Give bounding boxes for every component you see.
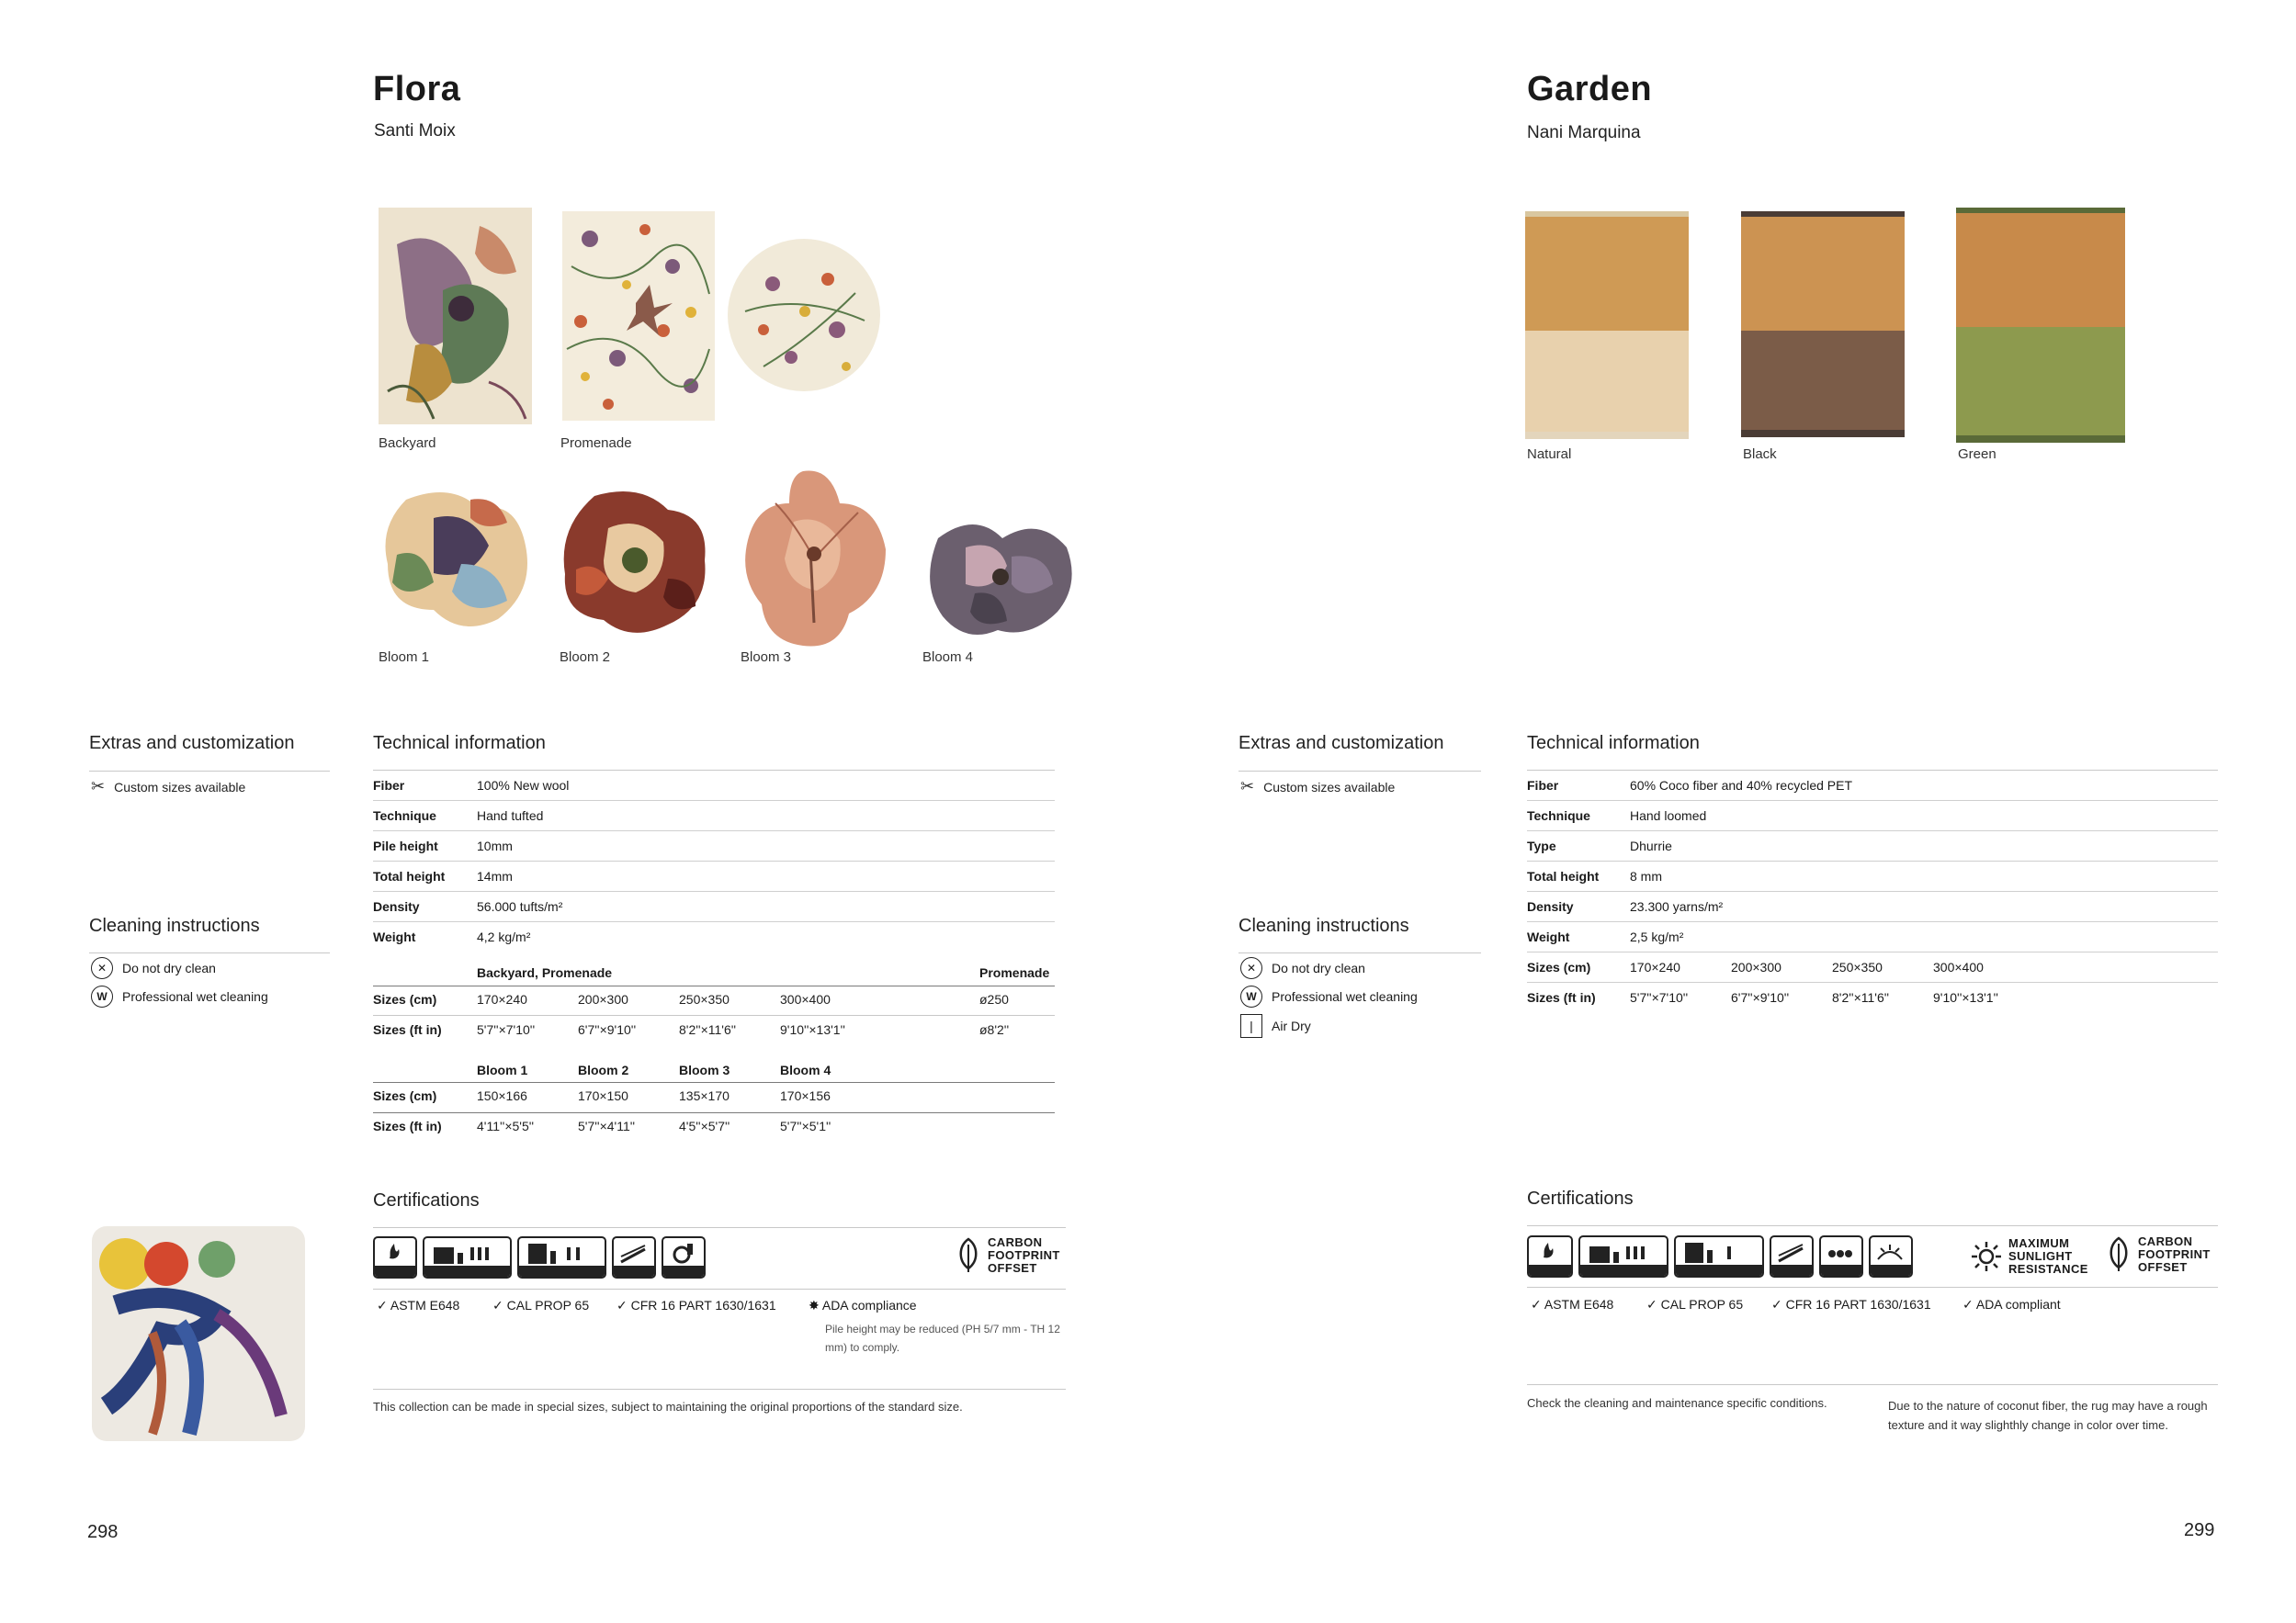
divider — [373, 1389, 1066, 1390]
extras-heading: Extras and customization — [1238, 733, 1444, 753]
extras-heading: Extras and customization — [89, 733, 295, 753]
check-icon: ✓ — [1962, 1297, 1974, 1312]
chair-castor-cert-icon — [662, 1236, 706, 1279]
cert-check-item: ✓ CFR 16 PART 1630/1631 — [1771, 1297, 1931, 1312]
size-value: 4'5''×5'7'' — [679, 1119, 730, 1133]
check-icon: ✓ — [377, 1298, 388, 1313]
building-cert-icon — [423, 1236, 512, 1279]
size-value: 5'7''×7'10'' — [477, 1022, 536, 1037]
page-number: 298 — [87, 1522, 119, 1542]
asterisk-icon: ✸ — [809, 1298, 820, 1313]
building-cert-icon — [1578, 1235, 1668, 1278]
cert-check-item: ✸ ADA compliance — [809, 1298, 917, 1313]
size-value: ø250 — [979, 992, 1009, 1007]
cleaning-item: | Air Dry — [1240, 1014, 1311, 1038]
divider — [1238, 771, 1481, 772]
tech-heading: Technical information — [1527, 733, 1700, 753]
size-value: 6'7''×9'10'' — [578, 1022, 637, 1037]
cleaning-item: ✕ Do not dry clean — [91, 957, 216, 979]
public-building-cert-icon — [517, 1236, 606, 1279]
variant-label-bloom-2: Bloom 2 — [560, 649, 611, 665]
coconut-fiber-note: Due to the nature of coconut fiber, the rug may have a rough texture and it way slighthly change in color over time. — [1888, 1399, 2208, 1432]
cert-icons — [1527, 1235, 1922, 1279]
tech-row: Density 56.000 tufts/m² — [373, 892, 1055, 922]
size-value: 300×400 — [780, 992, 831, 1007]
divider — [89, 952, 330, 953]
ada-note: Pile height may be reduced (PH 5/7 mm - TH 12 mm) to comply. — [825, 1323, 1060, 1354]
water-drops-cert-icon — [1819, 1235, 1863, 1278]
divider — [1238, 952, 1481, 953]
size-group-header: Bloom 3 — [679, 1063, 730, 1077]
variant-label-black: Black — [1743, 446, 1777, 462]
flora-title: Flora — [373, 70, 461, 108]
sunlight-resistance-badge: MAXIMUM SUNLIGHT RESISTANCE — [1970, 1237, 2088, 1276]
certifications-heading: Certifications — [1527, 1189, 1634, 1209]
tech-row: Pile height 10mm — [373, 831, 1055, 862]
check-icon: ✓ — [1646, 1297, 1657, 1312]
variant-label-bloom-3: Bloom 3 — [741, 649, 792, 665]
flora-designer: Santi Moix — [374, 121, 456, 141]
maintenance-note: Check the cleaning and maintenance specific conditions. — [1527, 1396, 1827, 1410]
tech-row-sizes-ft: Sizes (ft in) 5'7''×7'10'' 6'7''×9'10'' 8'2''×11'6'' 9'10''×13'1'' — [1527, 990, 1998, 1005]
rug-bloom-1-image — [379, 481, 535, 633]
cert-check-item: ✓ CFR 16 PART 1630/1631 — [616, 1298, 776, 1313]
cert-check-item: ✓ CAL PROP 65 — [1646, 1297, 1744, 1312]
variant-label-promenade: Promenade — [560, 435, 632, 451]
sun-icon — [1970, 1240, 2003, 1273]
size-value: 200×300 — [578, 992, 628, 1007]
rug-bloom-2-image — [558, 487, 712, 636]
size-value: 135×170 — [679, 1088, 730, 1103]
divider — [89, 771, 330, 772]
flame-spread-cert-icon — [1527, 1235, 1573, 1278]
page-number: 299 — [2184, 1520, 2215, 1540]
cert-check-item: ✓ ADA compliant — [1962, 1297, 2061, 1312]
carbon-offset-badge: CARBON FOOTPRINT OFFSET — [2105, 1235, 2211, 1274]
variant-label-green: Green — [1958, 446, 1996, 462]
cleaning-heading: Cleaning instructions — [89, 916, 260, 936]
tech-row: Weight 4,2 kg/m² — [373, 930, 531, 944]
rug-natural-image — [1525, 211, 1689, 439]
size-group-header: Promenade — [979, 965, 1050, 980]
cert-check-item: ✓ CAL PROP 65 — [492, 1298, 590, 1313]
rug-promenade-image — [562, 211, 715, 421]
cert-check-item: ✓ ASTM E648 — [1531, 1297, 1614, 1312]
air-dry-icon: | — [1240, 1014, 1262, 1038]
rug-black-image — [1741, 211, 1905, 437]
scissors-icon: ✂ — [91, 777, 106, 795]
garden-designer: Nani Marquina — [1527, 123, 1641, 142]
sizes-cm-label: Sizes (cm) — [373, 992, 437, 1007]
rug-bloom-3-image — [739, 467, 889, 652]
size-value: 170×156 — [780, 1088, 831, 1103]
divider — [373, 1289, 1066, 1290]
no-dry-clean-icon: ✕ — [1240, 957, 1262, 979]
carbon-offset-badge: CARBON FOOTPRINT OFFSET — [955, 1236, 1060, 1275]
size-value: 250×350 — [679, 992, 730, 1007]
tech-row: Total height 8 mm — [1527, 862, 2218, 892]
variant-label-bloom-1: Bloom 1 — [379, 649, 430, 665]
sizes-cm-label: Sizes (cm) — [373, 1088, 437, 1103]
size-value: 9'10''×13'1'' — [780, 1022, 845, 1037]
rug-bloom-4-image — [920, 511, 1078, 643]
rug-green-image — [1956, 208, 2125, 443]
cleaning-item: ✕ Do not dry clean — [1240, 957, 1365, 979]
traffic-cert-icon — [612, 1236, 656, 1279]
tech-row: Fiber 100% New wool — [373, 771, 1055, 801]
size-value: 170×150 — [578, 1088, 628, 1103]
tech-row: Weight 2,5 kg/m² — [1527, 922, 2218, 952]
garden-title: Garden — [1527, 70, 1653, 108]
no-dry-clean-icon: ✕ — [91, 957, 113, 979]
flame-spread-cert-icon — [373, 1236, 417, 1279]
cleaning-item: W Professional wet cleaning — [91, 986, 268, 1008]
size-group-header: Backyard, Promenade — [477, 965, 613, 980]
rug-promenade-round-image — [727, 238, 881, 392]
leaf-icon — [2105, 1236, 2132, 1273]
variant-label-natural: Natural — [1527, 446, 1572, 462]
divider — [373, 1015, 1055, 1016]
special-sizes-note: This collection can be made in special sizes, subject to maintaining the original proportions of the standard size. — [373, 1400, 963, 1414]
cleaning-item: W Professional wet cleaning — [1240, 986, 1418, 1008]
check-icon: ✓ — [492, 1298, 503, 1313]
size-value: 4'11''×5'5'' — [477, 1119, 535, 1133]
tech-row: Total height 14mm — [373, 862, 1055, 892]
sizes-ft-label: Sizes (ft in) — [373, 1119, 442, 1133]
check-icon: ✓ — [616, 1298, 628, 1313]
tech-row: Type Dhurrie — [1527, 831, 2218, 862]
tech-row: Technique Hand tufted — [373, 801, 1055, 831]
divider — [373, 1112, 1055, 1113]
sun-cert-icon — [1869, 1235, 1913, 1278]
divider — [373, 1082, 1055, 1083]
sample-swatch-image — [88, 1223, 309, 1445]
cert-check-item: ✓ ASTM E648 — [377, 1298, 460, 1313]
variant-label-bloom-4: Bloom 4 — [922, 649, 974, 665]
rug-backyard-image — [379, 208, 532, 424]
tech-heading: Technical information — [373, 733, 546, 753]
size-group-header: Bloom 1 — [477, 1063, 528, 1077]
custom-sizes-item: ✂ Custom sizes available — [1240, 777, 1396, 795]
wet-cleaning-icon: W — [91, 986, 113, 1008]
check-icon: ✓ — [1531, 1297, 1542, 1312]
divider — [1527, 1225, 2218, 1226]
size-group-header: Bloom 2 — [578, 1063, 629, 1077]
size-value: 8'2''×11'6'' — [679, 1022, 737, 1037]
public-building-cert-icon — [1674, 1235, 1764, 1278]
tech-row: Technique Hand loomed — [1527, 801, 2218, 831]
divider — [373, 1227, 1066, 1228]
sizes-ft-label: Sizes (ft in) — [373, 1022, 442, 1037]
custom-sizes-item: ✂ Custom sizes available — [91, 777, 246, 795]
size-group-header: Bloom 4 — [780, 1063, 831, 1077]
wet-cleaning-icon: W — [1240, 986, 1262, 1008]
leaf-icon — [955, 1237, 982, 1274]
cleaning-heading: Cleaning instructions — [1238, 916, 1409, 936]
tech-row-sizes-cm: Sizes (cm) 170×240 200×300 250×350 300×400 — [1527, 952, 2218, 983]
check-icon: ✓ — [1771, 1297, 1782, 1312]
divider — [1527, 1384, 2218, 1385]
certifications-heading: Certifications — [373, 1190, 480, 1211]
scissors-icon: ✂ — [1240, 777, 1255, 795]
traffic-cert-icon — [1770, 1235, 1814, 1278]
size-value: 170×240 — [477, 992, 527, 1007]
tech-row: Density 23.300 yarns/m² — [1527, 892, 2218, 922]
cert-icons — [373, 1236, 722, 1280]
size-value: 150×166 — [477, 1088, 527, 1103]
variant-label-backyard: Backyard — [379, 435, 436, 451]
size-value: ø8'2'' — [979, 1022, 1010, 1037]
size-value: 5'7''×4'11'' — [578, 1119, 636, 1133]
tech-row: Fiber 60% Coco fiber and 40% recycled PET — [1527, 771, 2218, 801]
size-value: 5'7''×5'1'' — [780, 1119, 831, 1133]
divider — [1527, 1287, 2218, 1288]
